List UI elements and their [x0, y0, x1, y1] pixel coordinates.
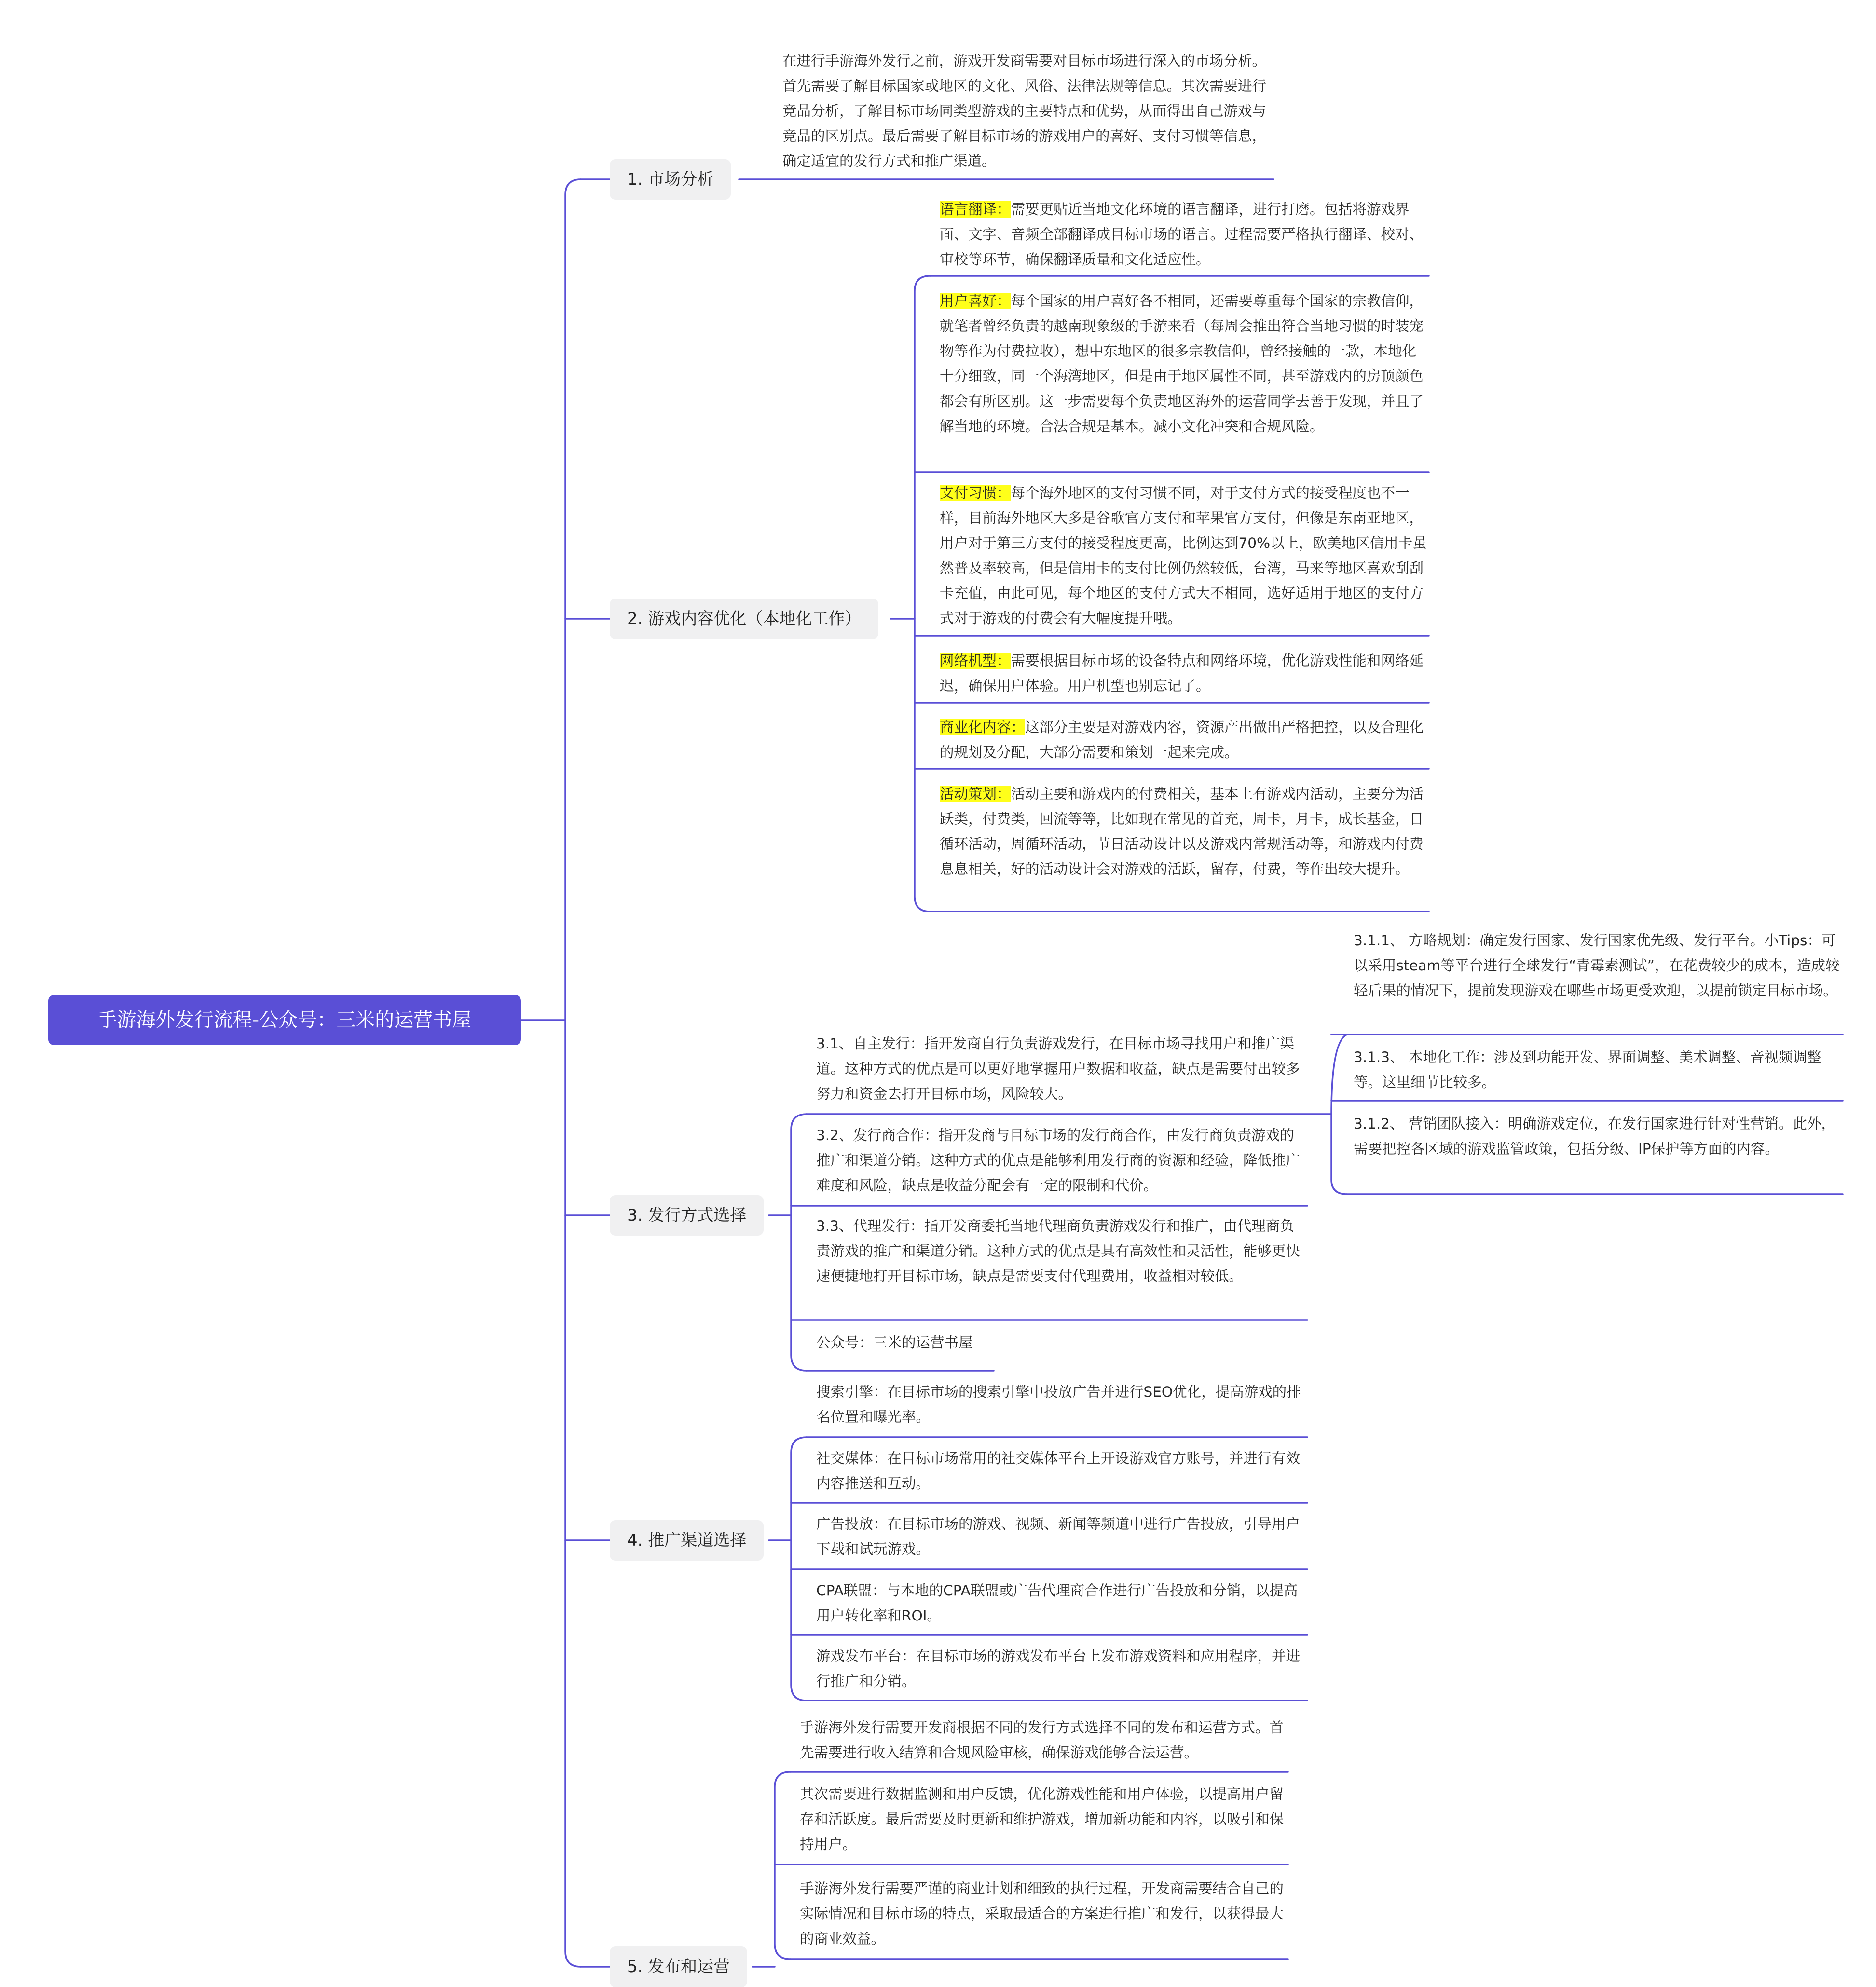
leaf-ad-placement: 广告投放：在目标市场的游戏、视频、新闻等频道中进行广告投放，引导用户下载和试玩游戏。	[816, 1516, 1301, 1557]
leaf-agency-publishing: 3.3、代理发行：指开发商委托当地代理商负责游戏发行和推广，由代理商负责游戏的推广和渠道分销。这种方式的优点是具有高效性和灵活性，能够更快速便捷地打开目标市场，缺点是需要支付代理费用，收益相对较低。	[816, 1218, 1301, 1284]
leaf-text: 活动主要和游戏内的付费相关，基本上有游戏内活动，主要分为活跃类，付费类，回流等等，比如现在常见的首充，周卡，月卡，成长基金，日循环活动，周循环活动，节日活动设计以及游戏内常规活动等，和游戏内付费息息相关，好的活动设计会对游戏的活跃，留存，付费，等作出较大提升。	[940, 786, 1424, 877]
leaf-payment-habits	[940, 480, 1427, 631]
leaf-title-highlight: 语言翻译：	[940, 201, 1011, 218]
leaf-strategy-planning: 3.1.1、 方略规划：确定发行国家、发行国家优先级、发行平台。小Tips：可以采用steam等平台进行全球发行“青霉素测试”，在花费较少的成本，造成较轻后果的情况下，提前发现游戏在哪些市场更受欢迎，以提前锁定目标市场。	[1354, 932, 1840, 999]
leaf-marketing-team: 3.1.2、 营销团队接入：明确游戏定位，在发行国家进行针对性营销。此外，需要把控各区域的游戏监管政策，包括分级、IP保护等方面的内容。	[1354, 1116, 1835, 1157]
connector-spine	[565, 179, 581, 1967]
leaf-business-plan: 手游海外发行需要严谨的商业计划和细致的执行过程，开发商需要结合自己的实际情况和目标市场的特点，采取最适合的方案进行推广和发行，以获得最大的商业效益。	[800, 1880, 1284, 1947]
branch-market-analysis[interactable]: 1. 市场分析	[610, 159, 731, 200]
leaf-title-highlight: 支付习惯：	[940, 485, 1011, 501]
leaf-publisher-partnership: 3.2、发行商合作：指开发商与目标市场的发行商合作，由发行商负责游戏的推广和渠道分销。这种方式的优点是能够利用发行商的资源和经验，降低推广难度和风险，缺点是收益分配会有一定的限制和代价。	[816, 1127, 1301, 1194]
leaf-market-analysis: 在进行手游海外发行之前，游戏开发商需要对目标市场进行深入的市场分析。首先需要了解目标国家或地区的文化、风俗、法律法规等信息。其次需要进行竞品分析，了解目标市场同类型游戏的主要特点和优势，从而得出自己游戏与竞品的区别点。最后需要了解目标市场的游戏用户的喜好、支付习惯等信息，确定适宜的发行方式和推广渠道。	[782, 53, 1267, 169]
leaf-localization-work: 3.1.3、 本地化工作：涉及到功能开发、界面调整、美术调整、音视频调整等。这里细节比较多。	[1354, 1049, 1821, 1090]
leaf-title-highlight: 商业化内容：	[940, 719, 1026, 735]
branch-publishing-method[interactable]: 3. 发行方式选择	[610, 1195, 764, 1236]
connector-b3-spine	[791, 1114, 807, 1371]
leaf-game-platform: 游戏发布平台：在目标市场的游戏发布平台上发布游戏资料和应用程序，并进行推广和分销。	[816, 1648, 1301, 1689]
branch-promotion-channels[interactable]: 4. 推广渠道选择	[610, 1520, 764, 1561]
leaf-language-translation	[940, 197, 1427, 272]
leaf-official-account: 公众号：三米的运营书屋	[816, 1334, 973, 1351]
leaf-self-publishing: 3.1、自主发行：指开发商自行负责游戏发行，在目标市场寻找用户和推广渠道。这种方式的优点是可以更好地掌握用户数据和收益，缺点是需要付出较多努力和资金去打开目标市场，风险较大。	[816, 1035, 1301, 1102]
branch-content-localization[interactable]: 2. 游戏内容优化（本地化工作）	[610, 599, 878, 639]
leaf-user-preference	[940, 288, 1427, 439]
connector-b5-spine	[775, 1772, 790, 1959]
leaf-data-monitoring: 其次需要进行数据监测和用户反馈，优化游戏性能和用户体验，以提高用户留存和活跃度。最后需要及时更新和维护游戏，增加新功能和内容，以吸引和保持用户。	[800, 1786, 1284, 1852]
leaf-text: 需要更贴近当地文化环境的语言翻译，进行打磨。包括将游戏界面、文字、音频全部翻译成目标市场的语言。过程需要严格执行翻译、校对、审校等环节，确保翻译质量和文化适应性。	[940, 201, 1424, 268]
leaf-title-highlight: 网络机型：	[940, 653, 1011, 669]
connector-b2-spine	[915, 276, 930, 912]
branch-launch-operation[interactable]: 5. 发布和运营	[610, 1946, 747, 1987]
leaf-text: 每个国家的用户喜好各不相同，还需要尊重每个国家的宗教信仰，就笔者曾经负责的越南现象级的手游来看（每周会推出符合当地习惯的时装宠物等作为付费拉收），想中东地区的很多宗教信仰，曾经接触的一款，本地化十分细致，同一个海湾地区，但是由于地区属性不同，甚至游戏内的房顶颜色都会有所区别。这一步需要每个负责地区海外的运营同学去善于发现，并且了解当地的环境。合法合规是基本。减小文化冲突和合规风险。	[940, 293, 1424, 435]
leaf-event-planning	[940, 781, 1427, 882]
leaf-cpa-alliance: CPA联盟：与本地的CPA联盟或广告代理商合作进行广告投放和分销，以提高用户转化率和ROI。	[816, 1582, 1298, 1624]
leaf-social-media: 社交媒体：在目标市场常用的社交媒体平台上开设游戏官方账号，并进行有效内容推送和互动。	[816, 1450, 1301, 1492]
leaf-text: 需要根据目标市场的设备特点和网络环境，优化游戏性能和网络延迟，确保用户体验。用户机型也别忘记了。	[940, 653, 1424, 694]
leaf-network-device	[940, 648, 1427, 698]
leaf-text: 每个海外地区的支付习惯不同，对于支付方式的接受程度也不一样，目前海外地区大多是谷歌官方支付和苹果官方支付，但像是东南亚地区，用户对于第三方支付的接受程度更高，比例达到70%以上，欧美地区信用卡虽然普及率较高，但是信用卡的支付比例仍然较低，台湾，马来等地区喜欢刮刮卡充值，由此可见，每个地区的支付方式大不相同，选好适用于地区的支付方式对于游戏的付费会有大幅度提升哦。	[940, 485, 1427, 626]
leaf-monetization-content	[940, 715, 1427, 765]
root-node[interactable]: 手游海外发行流程-公众号：三米的运营书屋	[48, 995, 521, 1045]
leaf-title-highlight: 活动策划：	[940, 786, 1011, 802]
leaf-launch-compliance: 手游海外发行需要开发商根据不同的发行方式选择不同的发布和运营方式。首先需要进行收入结算和合规风险审核，确保游戏能够合法运营。	[800, 1719, 1284, 1761]
leaf-search-engine: 搜索引擎：在目标市场的搜索引擎中投放广告并进行SEO优化，提高游戏的排名位置和曝光率。	[816, 1384, 1301, 1425]
leaf-text: 这部分主要是对游戏内容，资源产出做出严格把控，以及合理化的规划及分配，大部分需要和策划一起来完成。	[940, 719, 1424, 761]
leaf-title-highlight: 用户喜好：	[940, 293, 1011, 309]
connector-b3-sub-spine	[1331, 1034, 1347, 1194]
